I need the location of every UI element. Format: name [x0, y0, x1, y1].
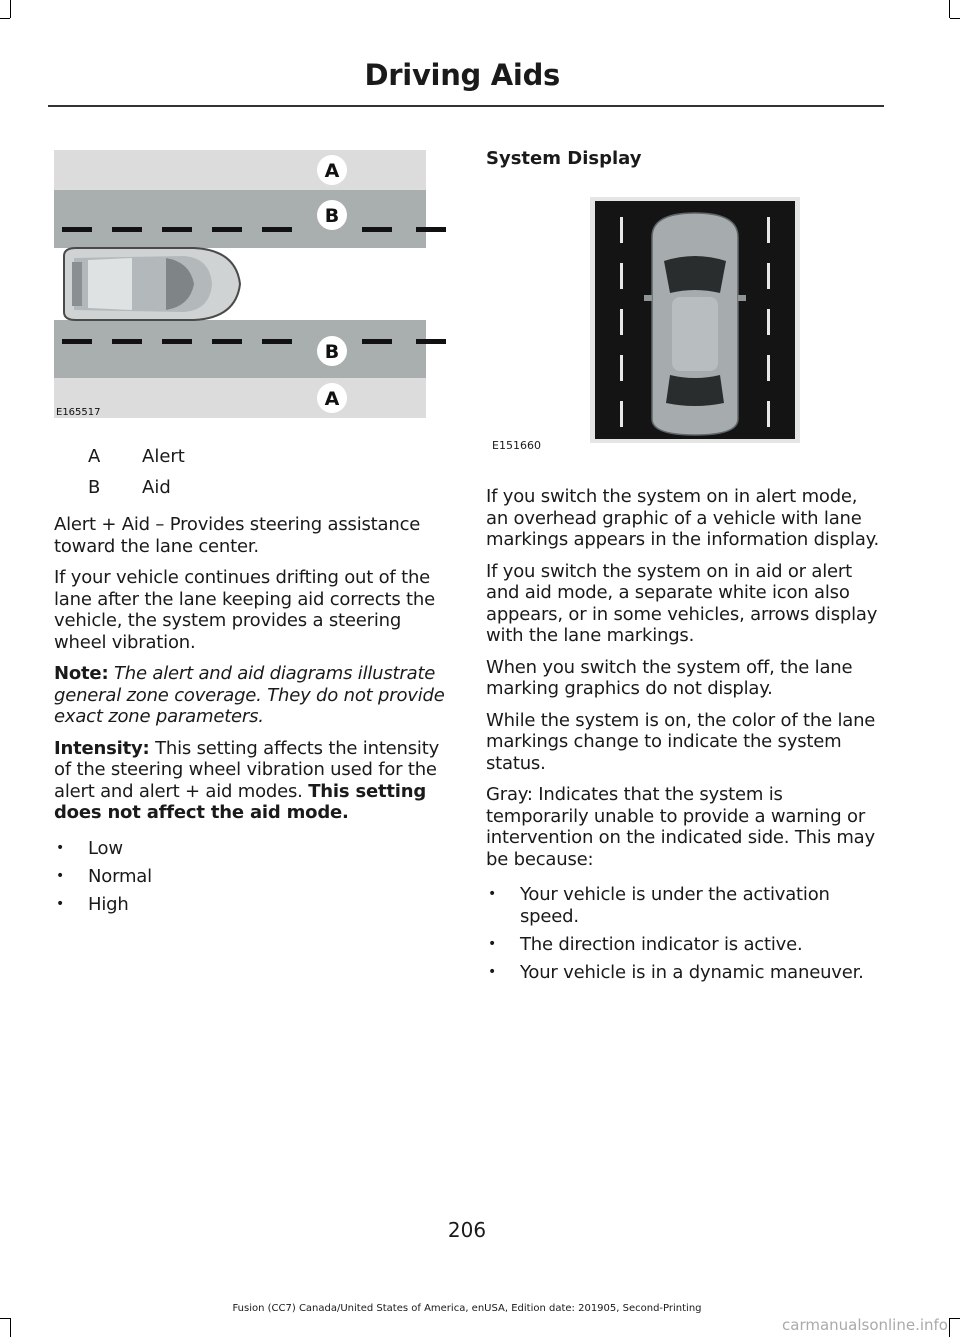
callout-a-top [317, 155, 347, 185]
page-title: Driving Aids [364, 58, 560, 92]
callout-b-top [317, 200, 347, 230]
alert-mode-paragraph: If you switch the system on in alert mode, an overhead graphic of a vehicle with lane markings appears in the information display. [486, 486, 880, 550]
edition-info: Fusion (CC7) Canada/United States of America, enUSA, Edition date: 201905, Second-Printing [232, 1303, 702, 1314]
gray-status-paragraph: Gray: Indicates that the system is temporarily unable to provide a warning or intervention on the indicated side. This may be because: [486, 784, 875, 870]
legend-row [54, 446, 446, 468]
intensity-emphasis: This setting does not affect the aid mode. [54, 780, 427, 823]
legend-key: A [88, 446, 101, 467]
crop-mark [950, 18, 960, 19]
list-item: • The direction indicator is active. [486, 934, 882, 956]
note-paragraph [54, 663, 446, 728]
crop-mark [949, 0, 950, 18]
vehicle-icon [644, 213, 746, 435]
callout-a-bottom [317, 383, 347, 413]
figure-code: E165517 [56, 407, 101, 418]
crop-mark [0, 1318, 10, 1319]
list-item: • Low [54, 838, 446, 860]
figure-code: E151660 [492, 439, 541, 452]
left-column [54, 150, 446, 922]
list-item: • Your vehicle is under the activation speed. [486, 884, 882, 927]
callout-label: B [324, 205, 340, 227]
legend-key: B [88, 476, 101, 498]
system-off-paragraph: When you switch the system off, the lane marking graphics do not display. [486, 656, 853, 699]
crop-mark [10, 1318, 11, 1337]
crop-mark [949, 1318, 950, 1337]
header-divider [48, 105, 884, 107]
vibration-description: If your vehicle continues drifting out of the lane after the lane keeping aid corrects the vehicle, the system provides a steering wheel vibration. [54, 567, 435, 653]
crop-mark [0, 18, 10, 19]
intensity-label: Intensity: [54, 737, 150, 759]
legend-row [54, 477, 446, 499]
gray-reasons-list [486, 884, 882, 983]
lane-zone-diagram [54, 150, 446, 420]
intensity-paragraph [54, 738, 446, 824]
system-display-figure [486, 197, 882, 472]
right-column [486, 148, 882, 990]
system-display-graphic [590, 197, 800, 443]
intensity-text: This setting affects the intensity of the steering wheel vibration used for the alert and alert + aid modes. [54, 737, 440, 802]
legend-value: Aid [142, 476, 171, 498]
list-item: • Normal [54, 866, 446, 888]
status-color-paragraph: While the system is on, the color of the lane markings change to indicate the system status. [486, 709, 876, 774]
callout-label: B [324, 341, 340, 363]
note-text: The alert and aid diagrams illustrate general zone coverage. They do not provide exact zone parameters. [54, 663, 445, 727]
watermark: carmanualsonline.info [782, 1316, 948, 1334]
list-item: • Your vehicle is in a dynamic maneuver. [486, 962, 882, 984]
alert-aid-description: Alert + Aid – Provides steering assistance toward the lane center. [54, 514, 421, 557]
crop-mark [10, 0, 11, 18]
callout-label: A [324, 160, 340, 182]
note-label: Note: [54, 663, 109, 684]
callout-label: A [324, 388, 340, 410]
vehicle-top-view [64, 248, 240, 320]
aid-mode-paragraph: If you switch the system on in aid or alert and aid mode, a separate white icon also appears, or in some vehicles, arrows display with the lane markings. [486, 560, 878, 646]
intensity-options [54, 838, 446, 916]
crop-mark [950, 1318, 960, 1319]
page-number: 206 [447, 1218, 487, 1242]
callout-b-bottom [317, 336, 347, 366]
section-title: System Display [486, 148, 642, 169]
legend-value: Alert [142, 446, 185, 467]
list-item: • High [54, 894, 446, 916]
